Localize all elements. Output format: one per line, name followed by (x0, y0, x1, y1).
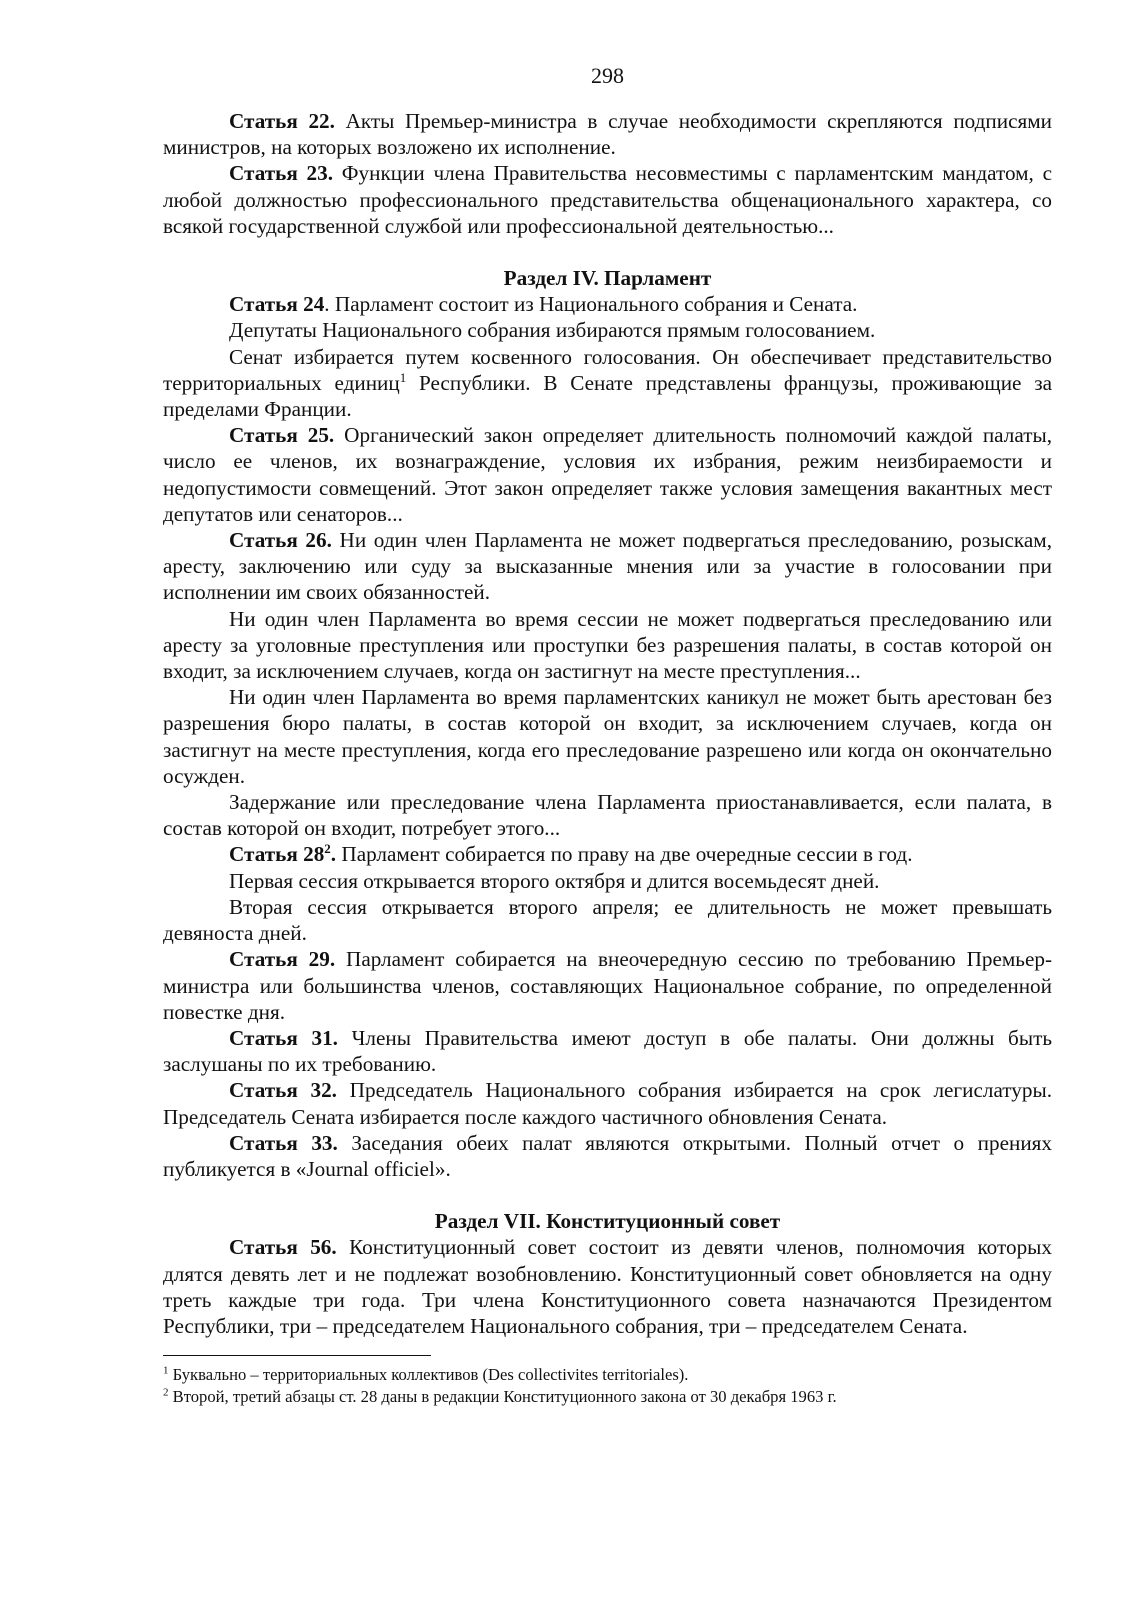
article-25 (163, 422, 1052, 527)
article-label: Статья 31. (229, 1025, 338, 1050)
footnote-divider (163, 1355, 431, 1356)
paragraph: Ни один член Парламента во время сессии не может подвергаться преследованию или аресту за уголовные преступления или проступки без разрешения палаты, в состав которой он входит, за исключением случаев, когда он застигнут на месте преступления... (163, 606, 1052, 684)
footnote-ref: 1 (399, 369, 407, 385)
article-23 (163, 160, 1052, 239)
article-label: Статья 32. (229, 1078, 337, 1103)
article-22 (163, 108, 1052, 160)
article-text: Заседания обеих палат являются открытыми. Полный отчет о прениях публикуется в «Journal officiel». (163, 1130, 1053, 1181)
article-text: Парламент собирается на внеочередную сессию по требованию Премьер-министра или большинства членов, составляющих Национальное собрание, по определенной повестке дня. (163, 947, 1052, 1024)
article-text: Члены Правительства имеют доступ в обе палаты. Они должны быть заслушаны по их требованию. (163, 1025, 1052, 1077)
article-29 (163, 946, 1052, 1025)
article-label: Статья 23. (229, 161, 334, 186)
article-label: Статья 25. (229, 423, 335, 448)
article-text: Председатель Национального собрания избирается на срок легислатуры. Председатель Сената избирается после каждого частичного обновления Сената. (163, 1078, 1052, 1129)
paragraph: Ни один член Парламента во время парламентских каникул не может быть арестован без разрешения бюро палаты, в состав которой он входит, за исключением случаев, когда он застигнут на месте преступления, когда его преследование разрешено или когда он окончательно осужден. (163, 685, 1052, 788)
article-text: . Парламент состоит из Национального собрания и Сената. (324, 292, 858, 317)
page-number: 298 (591, 63, 624, 88)
article-label: Статья $28^2$. (229, 841, 337, 867)
article-24 (163, 291, 1052, 317)
paragraph: Вторая сессия открывается второго апреля; ее длительность не может превышать девяноста дней. (163, 894, 1052, 946)
section-heading-iv: Раздел IV. Парламент (503, 266, 712, 291)
footnote-mark: 1 (163, 1364, 169, 1377)
footnote-mark: 2 (163, 1386, 169, 1399)
article-label: Статья 24 (229, 292, 325, 317)
paragraph-text: Республики. В Сенате представлены французы, проживающие за пределами Франции. (163, 370, 1052, 422)
article-text: Ни один член Парламента не может подвергаться преследованию, розыскам, аресту, заключению или суду за высказанные мнения или за участие в голосовании при исполнении им своих обязанностей. (163, 528, 1052, 605)
article-label: Статья 56. (229, 1235, 337, 1260)
article-text: Органический закон определяет длительность полномочий каждой палаты, число ее членов, их вознаграждение, условия их избрания, режим неизбираемости и недопустимости совмещений. Этот закон определяет также условия замещения вакантных мест депутатов или сенаторов... (163, 423, 1052, 526)
article-32 (163, 1077, 1052, 1129)
document-page (163, 62, 1052, 1408)
article-text: Парламент собирается по праву на две очередные сессии в год. (336, 842, 913, 867)
paragraph (163, 344, 1052, 423)
article-33 (163, 1130, 1052, 1182)
article-label: Статья 22. (229, 109, 335, 133)
paragraph: Депутаты Национального собрания избираются прямым голосованием. (229, 318, 876, 343)
article-31 (163, 1025, 1052, 1077)
paragraph: Задержание или преследование члена Парламента приостанавливается, если палата, в состав которой он входит, потребует этого... (163, 790, 1052, 841)
footnote-text: Второй, третий абзацы ст. 28 даны в редакции Конституционного закона от 30 декабря 1963 г. (168, 1387, 837, 1407)
article-label: Статья 29. (229, 947, 336, 972)
paragraph: Первая сессия открывается второго октября и длится восемьдесят дней. (229, 868, 880, 893)
paragraph-text: Сенат избирается путем косвенного голосования. Он обеспечивает представительство территориальных единиц (163, 344, 1052, 395)
article-label: Статья 33. (229, 1130, 338, 1155)
footnote-text: Буквально – территориальных коллективов (Des collectivites territoriales). (168, 1365, 689, 1385)
section-heading-vii: Раздел VII. Конституционный совет (434, 1209, 781, 1234)
footnote-2 (163, 1386, 1052, 1408)
article-26 (163, 527, 1052, 606)
article-text: Конституционный совет состоит из девяти членов, полномочия которых длятся девять лет и не подлежат возобновлению. Конституционный совет обновляется на одну треть каждые три года. Три члена Конституционного совета назначаются Президентом Республики, три – председателем Национального собрания, три – председателем Сената. (163, 1235, 1052, 1338)
article-text: Акты Премьер-министра в случае необходимости скрепляются подписями министров, на которых возложено их исполнение. (163, 109, 1052, 160)
footnote-ref: 2 (324, 841, 331, 857)
article-label: Статья 26. (229, 528, 332, 553)
footnote-1 (163, 1364, 1052, 1386)
article-56 (163, 1234, 1052, 1339)
article-28 (163, 841, 1052, 867)
article-text: Функции члена Правительства несовместимы с парламентским мандатом, с любой должностью профессионального представительства общенационального характера, со всякой государственной службой или профессиональной деятельностью... (163, 161, 1052, 238)
